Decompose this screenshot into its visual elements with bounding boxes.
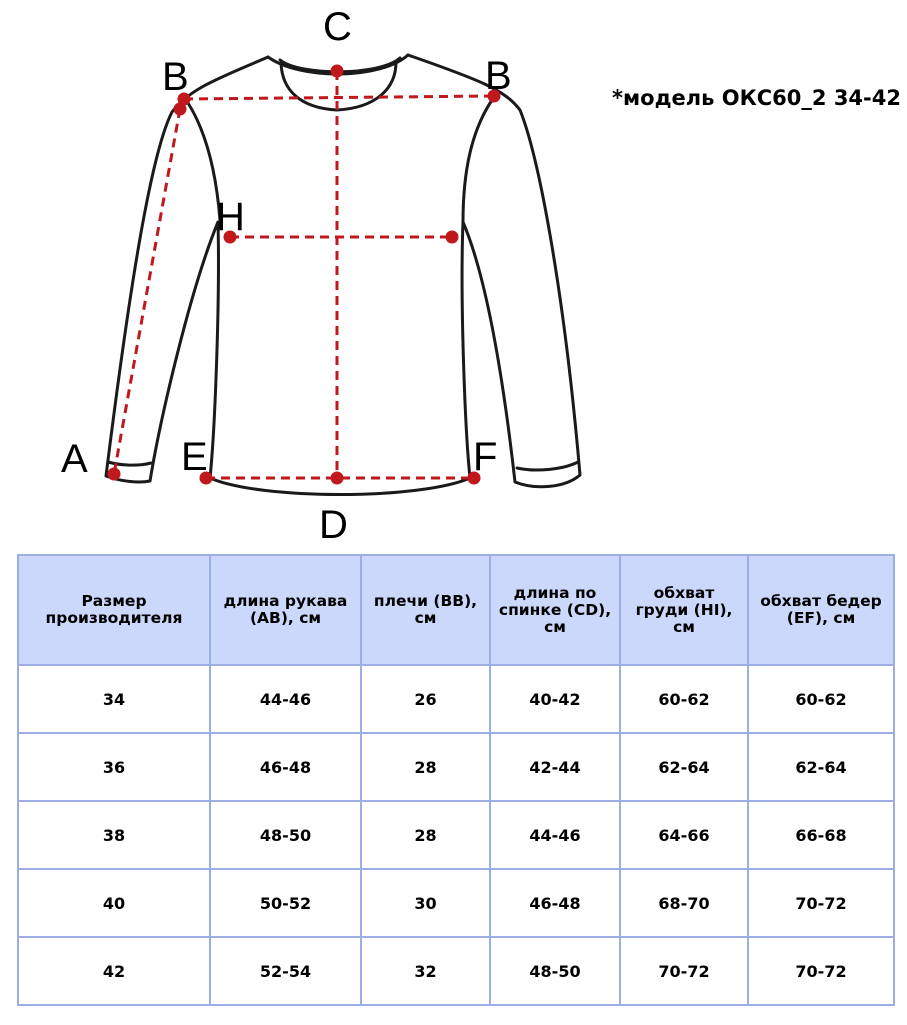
cell-sleeve-length: 46-48: [210, 733, 361, 801]
sweater-outline: [106, 55, 580, 495]
point-a: [108, 468, 121, 481]
label-b-left: B: [162, 55, 189, 99]
point-c: [331, 65, 344, 78]
header-shoulders: плечи (BB), см: [361, 555, 490, 665]
cell-chest: 60-62: [620, 665, 748, 733]
label-h: H: [216, 195, 245, 239]
model-note: *модель ОКС60_2 34-42: [612, 86, 901, 110]
header-back-length: длина по спинке (CD), см: [490, 555, 620, 665]
table-row: [18, 733, 894, 801]
cell-back-length: 42-44: [490, 733, 620, 801]
point-h-right: [446, 231, 459, 244]
cell-shoulders: 32: [361, 937, 490, 1005]
label-f: F: [473, 435, 498, 479]
cell-shoulders: 28: [361, 733, 490, 801]
cell-chest: 70-72: [620, 937, 748, 1005]
cell-chest: 64-66: [620, 801, 748, 869]
point-b-left-sleeve: [174, 103, 187, 116]
cell-size: 42: [18, 937, 210, 1005]
label-b-right: B: [485, 54, 512, 98]
cell-back-length: 44-46: [490, 801, 620, 869]
measure-line-bb: [184, 96, 494, 99]
label-d: D: [319, 503, 348, 547]
cell-hips: 66-68: [748, 801, 894, 869]
measure-line-ab: [114, 109, 180, 474]
table-header-row: [18, 555, 894, 665]
label-a: A: [61, 437, 88, 481]
table-row: [18, 665, 894, 733]
cell-shoulders: 28: [361, 801, 490, 869]
cell-hips: 60-62: [748, 665, 894, 733]
cell-hips: 70-72: [748, 869, 894, 937]
header-hips: обхват бедер (EF), см: [748, 555, 894, 665]
cell-chest: 68-70: [620, 869, 748, 937]
cell-sleeve-length: 44-46: [210, 665, 361, 733]
cell-shoulders: 30: [361, 869, 490, 937]
cell-hips: 62-64: [748, 733, 894, 801]
header-size: Размер производителя: [18, 555, 210, 665]
cell-back-length: 40-42: [490, 665, 620, 733]
cell-hips: 70-72: [748, 937, 894, 1005]
cell-back-length: 48-50: [490, 937, 620, 1005]
cell-back-length: 46-48: [490, 869, 620, 937]
header-chest: обхват груди (HI), см: [620, 555, 748, 665]
cell-sleeve-length: 48-50: [210, 801, 361, 869]
cell-sleeve-length: 50-52: [210, 869, 361, 937]
cell-size: 40: [18, 869, 210, 937]
table-row: [18, 937, 894, 1005]
label-e: E: [181, 435, 208, 479]
label-c: C: [323, 5, 352, 49]
table-row: [18, 801, 894, 869]
cell-chest: 62-64: [620, 733, 748, 801]
header-sleeve-length: длина рукава (AB), см: [210, 555, 361, 665]
cell-size: 34: [18, 665, 210, 733]
size-table: [17, 554, 895, 1006]
cell-sleeve-length: 52-54: [210, 937, 361, 1005]
cell-size: 38: [18, 801, 210, 869]
table-row: [18, 869, 894, 937]
cell-shoulders: 26: [361, 665, 490, 733]
point-d: [331, 472, 344, 485]
cell-size: 36: [18, 733, 210, 801]
measurement-lines: [114, 71, 494, 478]
